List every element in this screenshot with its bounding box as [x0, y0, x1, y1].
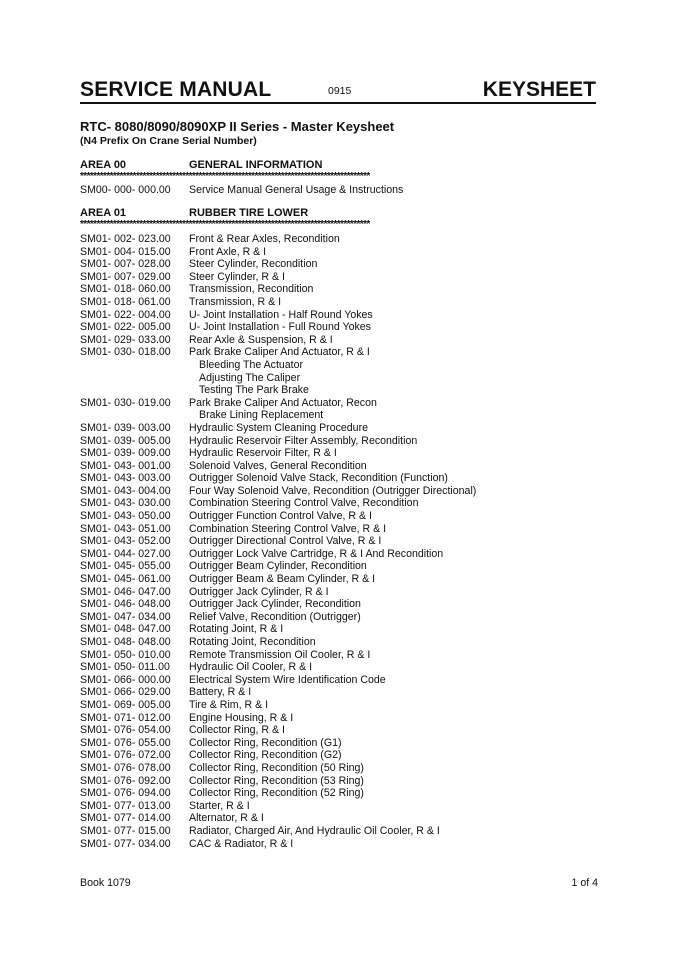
- keysheet-entry: [80, 309, 600, 322]
- section-description: Steer Cylinder, R & I: [189, 270, 285, 283]
- keysheet-entry: [80, 838, 600, 851]
- keysheet-entry: [80, 321, 600, 334]
- section-code: SM01- 076- 055.00: [80, 736, 171, 749]
- page-number: 1 of 4: [571, 877, 598, 889]
- section-code: SM01- 048- 047.00: [80, 623, 171, 636]
- keysheet-entry: [80, 573, 600, 586]
- section-description: Hydraulic Reservoir Filter, R & I: [189, 447, 337, 460]
- keysheet-label: KEYSHEET: [482, 78, 596, 101]
- section-description: Rotating Joint, Recondition: [189, 636, 316, 648]
- section-code: SM01- 018- 061.00: [80, 295, 171, 308]
- keysheet-entry: [80, 825, 600, 838]
- section-code: SM01- 050- 010.00: [80, 648, 171, 661]
- sub-procedure: [80, 359, 600, 372]
- section-description: Relief Valve, Recondition (Outrigger): [189, 610, 361, 623]
- section-description: Collector Ring, Recondition (50 Ring): [189, 761, 364, 774]
- section-code: SM01- 050- 011.00: [80, 661, 170, 674]
- section-description: Remote Transmission Oil Cooler, R & I: [189, 648, 371, 661]
- section-description: Radiator, Charged Air, And Hydraulic Oil Cooler, R & I: [189, 824, 440, 837]
- section-description: Collector Ring, R & I: [189, 724, 285, 737]
- section-code: SM01- 029- 033.00: [80, 333, 171, 346]
- section-code: SM01- 004- 015.00: [80, 245, 171, 258]
- area-name: GENERAL INFORMATION: [189, 159, 323, 171]
- keysheet-entry: [80, 472, 600, 485]
- keysheet-entry: [80, 775, 600, 788]
- keysheet-entry: [80, 787, 600, 800]
- keysheet-entry: [80, 497, 600, 510]
- keysheet-entry: [80, 334, 600, 347]
- keysheet-entry: [80, 233, 600, 246]
- section-code: SM01- 071- 012.00: [80, 711, 171, 724]
- section-description: Alternator, R & I: [189, 812, 264, 825]
- keysheet-entry: [80, 636, 600, 649]
- section-code: SM01- 030- 019.00: [80, 396, 171, 409]
- section-code: SM01- 018- 060.00: [80, 283, 171, 296]
- separator-line: ****************************************************************************************: [80, 219, 370, 230]
- keysheet-entry: [80, 246, 600, 259]
- keysheet-entry: [80, 346, 600, 359]
- section-description: Outrigger Jack Cylinder, R & I: [189, 585, 329, 598]
- section-code: SM01- 030- 018.00: [80, 346, 171, 359]
- section-code: SM01- 047- 034.00: [80, 610, 171, 623]
- keysheet-entry: [80, 762, 600, 775]
- section-code: SM01- 046- 047.00: [80, 585, 171, 598]
- section-description: Outrigger Solenoid Valve Stack, Recondition (Function): [189, 472, 448, 485]
- section-code: SM01- 043- 004.00: [80, 484, 171, 497]
- section-code: SM01- 077- 013.00: [80, 799, 171, 812]
- section-description: Hydraulic Oil Cooler, R & I: [189, 661, 313, 674]
- keysheet-entry: [80, 435, 600, 448]
- section-code: SM01- 007- 028.00: [80, 258, 171, 271]
- keysheet-entry: [80, 535, 600, 548]
- section-code: SM01- 043- 030.00: [80, 497, 171, 510]
- section-code: SM01- 077- 034.00: [80, 837, 171, 850]
- section-code: SM01- 076- 092.00: [80, 774, 171, 787]
- keysheet-entry: [80, 812, 600, 825]
- keysheet-entry: [80, 749, 600, 762]
- keysheet-entry: [80, 397, 600, 410]
- section-description: Outrigger Beam & Beam Cylinder, R & I: [189, 573, 376, 586]
- section-description: Outrigger Jack Cylinder, Recondition: [189, 598, 361, 611]
- section-code: SM00- 000- 000.00: [80, 184, 171, 196]
- section-description: Service Manual General Usage & Instructions: [189, 184, 404, 196]
- area-code: AREA 01: [80, 207, 127, 219]
- sub-procedure: [80, 409, 600, 422]
- section-code: SM01- 039- 005.00: [80, 434, 171, 447]
- section-code: SM01- 048- 048.00: [80, 636, 171, 648]
- section-description: Starter, R & I: [189, 799, 250, 812]
- section-code: SM01- 039- 003.00: [80, 421, 171, 434]
- section-description: Park Brake Caliper And Actuator, R & I: [189, 346, 370, 359]
- keysheet-entry: [80, 737, 600, 750]
- section-description: Transmission, Recondition: [189, 283, 314, 296]
- section-description: Outrigger Beam Cylinder, Recondition: [189, 560, 367, 573]
- keysheet-entry: [80, 283, 600, 296]
- keysheet-entry: [80, 800, 600, 813]
- section-description: Park Brake Caliper And Actuator, Recon: [189, 396, 377, 409]
- section-description: Electrical System Wire Identification Code: [189, 673, 386, 686]
- keysheet-entry: [80, 686, 600, 699]
- section-code: SM01- 066- 029.00: [80, 686, 171, 699]
- document-title: RTC- 8080/8090/8090XP II Series - Master Keysheet: [80, 119, 395, 134]
- keysheet-entry: [80, 523, 600, 536]
- section-code: SM01- 076- 072.00: [80, 749, 171, 762]
- section-code: SM01- 044- 027.00: [80, 547, 171, 560]
- keysheet-entry: [80, 661, 600, 674]
- keysheet-entry: [80, 548, 600, 561]
- section-description: Solenoid Valves, General Recondition: [189, 459, 367, 472]
- section-description: Hydraulic System Cleaning Procedure: [189, 421, 368, 434]
- section-code: SM01- 022- 004.00: [80, 308, 171, 321]
- section-description: Collector Ring, Recondition (53 Ring): [189, 774, 364, 787]
- sub-procedure-label: Bleeding The Actuator: [199, 358, 304, 371]
- section-description: Rear Axle & Suspension, R & I: [189, 333, 333, 346]
- section-code: SM01- 076- 054.00: [80, 724, 171, 737]
- page-header: [80, 78, 596, 102]
- section-code: SM01- 043- 051.00: [80, 522, 171, 535]
- keysheet-entry: [80, 271, 600, 284]
- section-code: SM01- 046- 048.00: [80, 598, 171, 611]
- section-code: SM01- 043- 052.00: [80, 535, 171, 548]
- area-01-entries: [80, 233, 600, 850]
- keysheet-entry: [80, 560, 600, 573]
- area-00-entries: [80, 184, 600, 197]
- keysheet-entry: [80, 296, 600, 309]
- section-description: Collector Ring, Recondition (52 Ring): [189, 787, 364, 800]
- keysheet-entry: [80, 586, 600, 599]
- section-code: SM01- 043- 050.00: [80, 510, 171, 523]
- separator-line: ****************************************************************************************: [80, 171, 370, 182]
- keysheet-entry: [80, 623, 600, 636]
- section-description: Combination Steering Control Valve, R & I: [189, 522, 387, 535]
- section-description: Transmission, R & I: [189, 295, 282, 308]
- document-subtitle: (N4 Prefix On Crane Serial Number): [80, 135, 257, 147]
- section-code: SM01- 077- 014.00: [80, 812, 171, 825]
- section-description: Steer Cylinder, Recondition: [189, 258, 318, 271]
- section-description: Collector Ring, Recondition (G1): [189, 736, 342, 749]
- keysheet-entry: [80, 699, 600, 712]
- section-code: SM01- 076- 094.00: [80, 787, 171, 800]
- section-description: Four Way Solenoid Valve, Recondition (Outrigger Directional): [189, 484, 477, 497]
- section-description: Battery, R & I: [189, 686, 252, 699]
- section-code: SM01- 069- 005.00: [80, 698, 171, 711]
- sub-procedure: [80, 384, 600, 397]
- keysheet-entry: [80, 649, 600, 662]
- keysheet-entry: [80, 724, 600, 737]
- keysheet-entry: [80, 712, 600, 725]
- section-description: Front Axle, R & I: [189, 245, 267, 258]
- section-code: SM01- 007- 029.00: [80, 270, 171, 283]
- section-description: U- Joint Installation - Half Round Yokes: [189, 308, 373, 321]
- sub-procedure: [80, 372, 600, 385]
- section-description: Collector Ring, Recondition (G2): [189, 749, 342, 762]
- book-number: Book 1079: [80, 877, 131, 889]
- manual-title: SERVICE MANUAL: [80, 78, 272, 101]
- section-code: SM01- 045- 055.00: [80, 560, 171, 573]
- section-code: SM01- 043- 001.00: [80, 459, 171, 472]
- section-description: Engine Housing, R & I: [189, 711, 294, 724]
- section-description: U- Joint Installation - Full Round Yokes: [189, 321, 371, 334]
- section-code: SM01- 039- 009.00: [80, 447, 171, 460]
- section-description: Outrigger Lock Valve Cartridge, R & I And Recondition: [189, 547, 444, 560]
- keysheet-entry: [80, 460, 600, 473]
- header-rule: [80, 102, 596, 104]
- section-code: SM01- 022- 005.00: [80, 321, 171, 334]
- keysheet-entry: [80, 611, 600, 624]
- section-description: Outrigger Function Control Valve, R & I: [189, 510, 372, 523]
- keysheet-entry: [80, 598, 600, 611]
- section-description: Front & Rear Axles, Recondition: [189, 233, 340, 245]
- sub-procedure-label: Adjusting The Caliper: [199, 371, 301, 384]
- section-description: Combination Steering Control Valve, Recondition: [189, 497, 419, 510]
- section-code: SM01- 045- 061.00: [80, 573, 171, 586]
- section-code: SM01- 002- 023.00: [80, 233, 171, 245]
- keysheet-entry: [80, 258, 600, 271]
- keysheet-entry: [80, 184, 600, 197]
- section-code: SM01- 043- 003.00: [80, 472, 171, 485]
- area-code: AREA 00: [80, 159, 127, 171]
- keysheet-entry: [80, 422, 600, 435]
- keysheet-entry: [80, 447, 600, 460]
- section-description: CAC & Radiator, R & I: [189, 837, 294, 850]
- section-description: Tire & Rim, R & I: [189, 698, 269, 711]
- sub-procedure-label: Testing The Park Brake: [199, 384, 309, 397]
- section-code: SM01- 076- 078.00: [80, 761, 171, 774]
- revision-code: 0915: [328, 85, 352, 97]
- section-code: SM01- 066- 000.00: [80, 673, 171, 686]
- section-description: Outrigger Directional Control Valve, R & I: [189, 535, 382, 548]
- section-description: Rotating Joint, R & I: [189, 623, 284, 636]
- section-description: Hydraulic Reservoir Filter Assembly, Recondition: [189, 434, 418, 447]
- section-code: SM01- 077- 015.00: [80, 824, 171, 837]
- area-name: RUBBER TIRE LOWER: [189, 207, 309, 219]
- keysheet-entry: [80, 674, 600, 687]
- keysheet-entry: [80, 485, 600, 498]
- keysheet-entry: [80, 510, 600, 523]
- sub-procedure-label: Brake Lining Replacement: [199, 409, 324, 422]
